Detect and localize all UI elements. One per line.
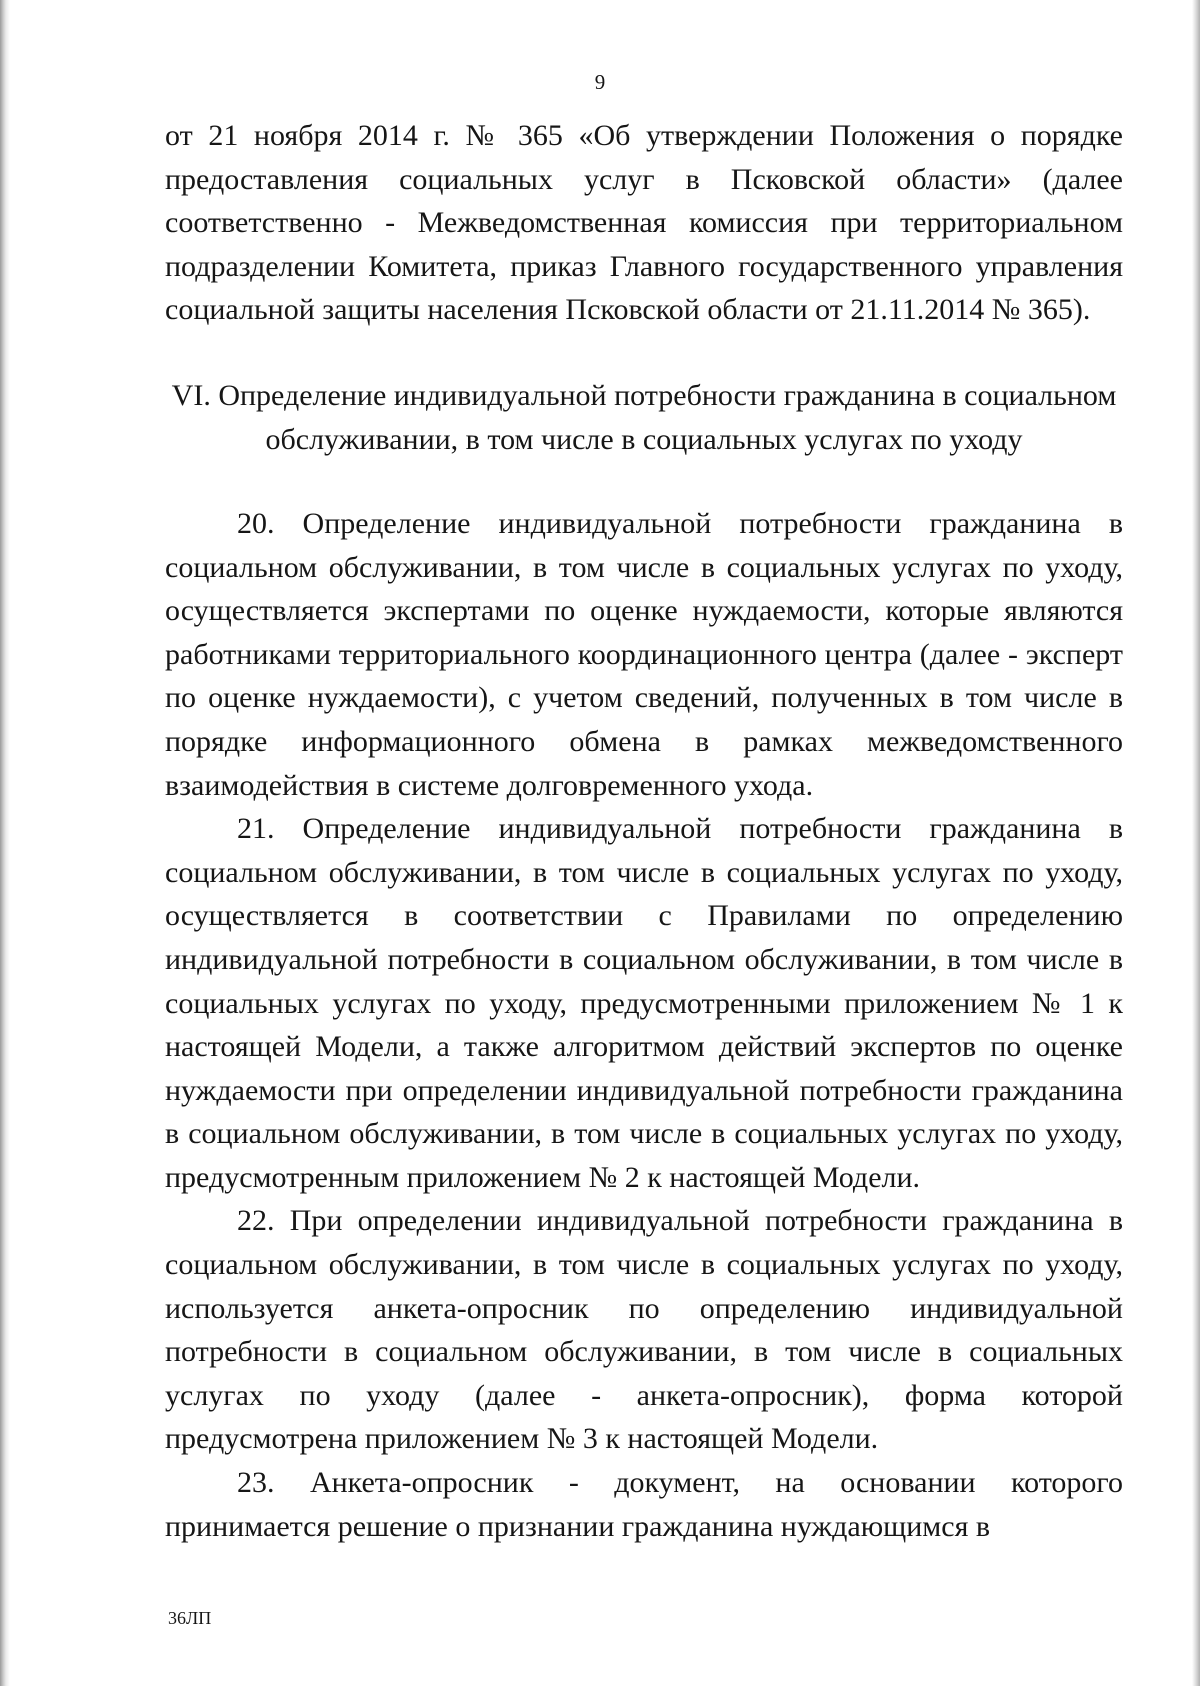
- paragraph-21: 21. Определение индивидуальной потребности гражданина в социальном обслуживании, в том числе в социальных услугах по уходу, осуществляется в соответствии с Правилами по определению индивидуальной потребности в социальном обслуживании, в том числе в социальных услугах по уходу, предусмотренными приложением № 1 к настоящей Модели, а также алгоритмом действий экспертов по оценке нуждаемости при определении индивидуальной потребности гражданина в социальном обслуживании, в том числе в социальных услугах по уходу, предусмотренным приложением № 2 к настоящей Модели.: [165, 812, 1123, 1194]
- section-title: VI. Определение индивидуальной потребности гражданина в социальном обслуживании, в том числе в социальных услугах по уходу: [171, 378, 1117, 456]
- page-number: 9: [594, 70, 606, 94]
- scan-edge-right: [1192, 0, 1200, 1686]
- paragraph-23: 23. Анкета-опросник - документ, на основании которого принимается решение о признании гражданина нуждающимся в: [165, 1466, 1123, 1543]
- continuation-paragraph: от 21 ноября 2014 г. № 365 «Об утверждении Положения о порядке предоставления социальных услуг в Псковской области» (далее соответственно - Межведомственная комиссия при территориальном подразделении Комитета, приказ Главного государственного управления социальной защиты населения Псковской области от 21.11.2014 № 365).: [165, 119, 1123, 327]
- paragraph-20: 20. Определение индивидуальной потребности гражданина в социальном обслуживании, в том числе в социальных услугах по уходу, осуществляется экспертами по оценке нуждаемости, которые являются работниками территориального координационного центра (далее - эксперт по оценке нуждаемости), с учетом сведений, полученных в том числе в порядке информационного обмена в рамках межведомственного взаимодействия в системе долговременного ухода.: [165, 506, 1123, 802]
- footer-code: 36ЛП: [168, 1608, 212, 1628]
- paragraph-22: 22. При определении индивидуальной потребности гражданина в социальном обслуживании, в том числе в социальных услугах по уходу, используется анкета-опросник по определению индивидуальной потребности в социальном обслуживании, в том числе в социальных услугах по уходу (далее - анкета-опросник), форма которой предусмотрена приложением № 3 к настоящей Модели.: [165, 1204, 1123, 1456]
- scan-edge-left: [0, 0, 10, 1686]
- document-body: [165, 114, 1123, 1548]
